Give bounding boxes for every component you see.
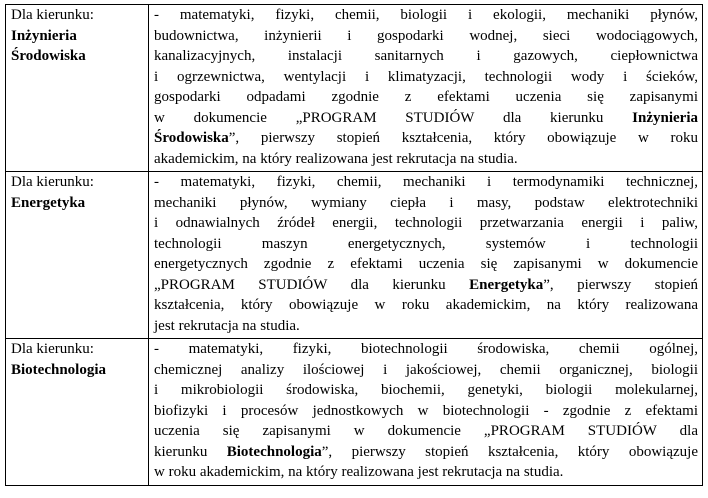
description-line — [154, 295, 698, 316]
table-row — [6, 172, 703, 339]
description-line — [154, 462, 698, 483]
program-name-inline: Biotechnologia — [226, 443, 322, 460]
description-text: uczenia się zapisanymi w dokumencie „PROGRAM STUDIÓW dla — [154, 423, 698, 439]
description-line — [154, 67, 698, 88]
description-line — [154, 339, 698, 360]
description-text: jest rekrutacja na studia. — [154, 317, 300, 334]
description-line — [154, 275, 698, 296]
table-body — [6, 5, 703, 486]
program-name-inline: Inżynieria — [632, 109, 698, 126]
description-text: ”, pierwszy stopień kształcenia, który obowiązuje w roku — [228, 130, 698, 146]
program-name: Biotechnologia — [11, 361, 107, 378]
description-text: kształcenia, który obowiązuje w roku akademickim, na który realizowana — [154, 297, 698, 313]
program-label-cell — [6, 5, 149, 172]
description-text: w dokumencie „PROGRAM STUDIÓW dla kierunku — [154, 109, 633, 126]
description-text: - matematyki, fizyki, chemii, biologii i ekologii, mechaniki płynów, — [154, 7, 698, 23]
description-line — [154, 234, 698, 255]
description-line — [154, 149, 698, 170]
description-line — [154, 128, 698, 149]
description-line — [154, 26, 698, 47]
label-prefix: Dla kierunku: — [11, 174, 94, 190]
description-line — [154, 316, 698, 337]
description-line — [154, 5, 698, 26]
program-description-cell — [149, 339, 703, 486]
program-label-cell — [6, 172, 149, 339]
description-line — [154, 401, 698, 422]
description-line — [154, 193, 698, 214]
program-description-cell — [149, 5, 703, 172]
description-text: „PROGRAM STUDIÓW dla kierunku — [154, 276, 470, 293]
description-line — [154, 172, 698, 193]
description-text: kierunku — [154, 443, 227, 460]
description-line — [154, 108, 698, 129]
description-text: chemicznej analizy ilościowej i jakościowej, chemii organicznej, biologii — [154, 361, 698, 378]
program-name-inline: Energetyka — [469, 276, 544, 293]
description-text: kanalizacyjnych, instalacji sanitarnych i gazowych, ciepłownictwa — [154, 48, 698, 64]
description-text: ”, pierwszy stopień — [543, 276, 699, 293]
description-text: i ogrzewnictwa, wentylacji i klimatyzacji, technologii wody i ścieków, — [154, 68, 698, 85]
description-text: - matematyki, fizyki, biotechnologii środowiska, chemii ogólnej, — [154, 341, 698, 357]
description-text: energetycznych zgodnie z efektami uczenia się zapisanymi w dokumencie — [154, 256, 698, 272]
description-text: budownictwa, inżynierii i gospodarki wodnej, sieci wodociągowych, — [154, 27, 698, 44]
program-name: Środowiska — [11, 48, 86, 64]
description-text: akademickim, na który realizowana jest rekrutacja na studia. — [154, 150, 518, 167]
description-text: technologii maszyn energetycznych, systemów i technologii — [154, 235, 698, 252]
program-name: Energetyka — [11, 194, 86, 211]
program-name: Inżynieria — [11, 27, 77, 44]
description-text: gospodarki odpadami zgodnie z efektami uczenia się zapisanymi — [154, 89, 698, 105]
description-text: w roku akademickim, na który realizowana jest rekrutacja na studia. — [154, 464, 564, 480]
description-text: ”, pierwszy stopień kształcenia, który obowiązuje — [321, 443, 698, 460]
description-line — [154, 213, 698, 234]
table-row — [6, 5, 703, 172]
table-row — [6, 339, 703, 486]
description-text: i mikrobiologii środowiska, biochemii, genetyki, biologii molekularnej, — [154, 382, 698, 398]
description-text: biofizyki i procesów jednostkowych w biotechnologii - zgodnie z efektami — [154, 402, 698, 419]
program-name-inline: Środowiska — [154, 130, 229, 146]
label-prefix: Dla kierunku: — [11, 7, 94, 23]
study-programs-table — [5, 4, 703, 486]
program-label-cell — [6, 339, 149, 486]
description-text: mechaniki płynów, wymiany ciepła i masy, podstaw elektrotechniki — [154, 194, 698, 211]
description-line — [154, 380, 698, 401]
description-text: - matematyki, fizyki, chemii, mechaniki i termodynamiki technicznej, — [154, 174, 698, 190]
description-line — [154, 442, 698, 463]
description-line — [154, 254, 698, 275]
description-line — [154, 87, 698, 108]
program-description-cell — [149, 172, 703, 339]
description-line — [154, 360, 698, 381]
description-text: i odnawialnych źródeł energii, technologii przetwarzania energii i paliw, — [154, 215, 698, 231]
label-prefix: Dla kierunku: — [11, 341, 94, 357]
description-line — [154, 46, 698, 67]
description-line — [154, 421, 698, 442]
